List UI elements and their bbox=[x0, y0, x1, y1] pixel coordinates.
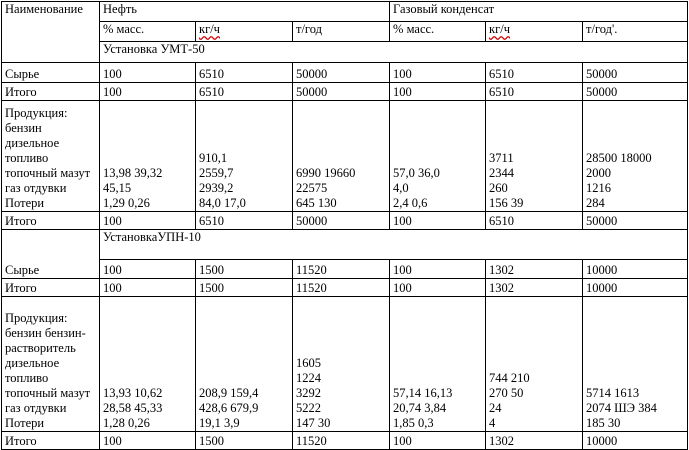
spacer-cell bbox=[2, 230, 100, 260]
table-cell: 208,9 159,4 428,6 679,9 19,1 3,9 bbox=[196, 297, 293, 432]
unit-gas-pct: % масс. bbox=[390, 22, 486, 42]
table-row bbox=[2, 432, 688, 450]
header-gas-cell: Газовый конденсат bbox=[390, 2, 688, 22]
table-cell: 6510 bbox=[196, 83, 293, 101]
unit-oil-kgh: кг/ч bbox=[196, 22, 293, 42]
table-cell: 100 bbox=[100, 212, 196, 230]
table-cell: 744 210 270 50 24 4 bbox=[486, 297, 583, 432]
table-cell: 6990 19660 22575 645 130 bbox=[293, 101, 390, 212]
table-cell: 1500 bbox=[196, 260, 293, 279]
row-label: Сырье bbox=[2, 63, 100, 83]
table-cell: 1302 bbox=[486, 260, 583, 279]
row-label: Итого bbox=[2, 212, 100, 230]
products-label: Продукция: бензин бензин- растворитель дизельное топливо топочный мазут газ отдувки Потери bbox=[2, 297, 100, 432]
table-row bbox=[2, 260, 688, 279]
table-cell: 100 bbox=[100, 63, 196, 83]
table-cell: 50000 bbox=[293, 63, 390, 83]
table-cell: 100 bbox=[390, 212, 486, 230]
section-title: Установка УМТ-50 bbox=[100, 42, 688, 63]
table-cell: 10000 bbox=[583, 279, 688, 297]
table-cell: 6510 bbox=[486, 83, 583, 101]
table-cell: 1500 bbox=[196, 432, 293, 450]
table-cell: 13,93 10,62 28,58 45,33 1,28 0,26 bbox=[100, 297, 196, 432]
table-cell: 57,14 16,13 20,74 3,84 1,85 0,3 bbox=[390, 297, 486, 432]
table-cell: 3711 2344 260 156 39 bbox=[486, 101, 583, 212]
unit-oil-ty: т/год bbox=[293, 22, 390, 42]
section-title: УстановкаУПН-10 bbox=[100, 230, 688, 260]
table-cell: 50000 bbox=[583, 63, 688, 83]
table-cell: 50000 bbox=[583, 212, 688, 230]
table-cell: 910,1 2559,7 2939,2 84,0 17,0 bbox=[196, 101, 293, 212]
table-row bbox=[2, 279, 688, 297]
table-cell: 50000 bbox=[583, 83, 688, 101]
table-cell: 57,0 36,0 4,0 2,4 0,6 bbox=[390, 101, 486, 212]
table-cell: 1605 1224 3292 5222 147 30 bbox=[293, 297, 390, 432]
row-label: Сырье bbox=[2, 260, 100, 279]
table-cell: 6510 bbox=[486, 63, 583, 83]
table-cell: 100 bbox=[390, 83, 486, 101]
table-cell: 1302 bbox=[486, 432, 583, 450]
table-cell: 5714 1613 2074 ШЭ 384 185 30 bbox=[583, 297, 688, 432]
unit-oil-pct: % масс. bbox=[100, 22, 196, 42]
table-cell: 100 bbox=[100, 432, 196, 450]
table-cell: 6510 bbox=[486, 212, 583, 230]
row-label: Итого bbox=[2, 432, 100, 450]
table-cell: 1302 bbox=[486, 279, 583, 297]
header-name-cell: Наименование bbox=[2, 2, 100, 63]
row-label: Итого bbox=[2, 83, 100, 101]
process-table bbox=[1, 1, 688, 450]
table-cell: 100 bbox=[390, 260, 486, 279]
table-cell: 6510 bbox=[196, 63, 293, 83]
table-cell: 100 bbox=[100, 83, 196, 101]
unit-gas-kgh: кг/ч bbox=[486, 22, 583, 42]
table-cell: 100 bbox=[100, 279, 196, 297]
table-row bbox=[2, 83, 688, 101]
table-cell: 11520 bbox=[293, 432, 390, 450]
products-label: Продукция: бензин дизельное топливо топочный мазут газ отдувки Потери bbox=[2, 101, 100, 212]
table-cell: 1500 bbox=[196, 279, 293, 297]
table-row bbox=[2, 101, 688, 212]
table-cell: 100 bbox=[100, 260, 196, 279]
table-row bbox=[2, 63, 688, 83]
table-cell: 28500 18000 2000 1216 284 bbox=[583, 101, 688, 212]
header-oil-cell: Нефть bbox=[100, 2, 390, 22]
table-cell: 6510 bbox=[196, 212, 293, 230]
table-cell: 50000 bbox=[293, 83, 390, 101]
table-cell: 11520 bbox=[293, 279, 390, 297]
table-cell: 100 bbox=[390, 432, 486, 450]
row-label: Итого bbox=[2, 279, 100, 297]
table-cell: 50000 bbox=[293, 212, 390, 230]
unit-gas-ty: т/год'. bbox=[583, 22, 688, 42]
table-cell: 100 bbox=[390, 279, 486, 297]
table-cell: 10000 bbox=[583, 260, 688, 279]
table-cell: 100 bbox=[390, 63, 486, 83]
table-cell: 13,98 39,32 45,15 1,29 0,26 bbox=[100, 101, 196, 212]
table-cell: 10000 bbox=[583, 432, 688, 450]
table-cell: 11520 bbox=[293, 260, 390, 279]
table-row bbox=[2, 212, 688, 230]
table-row bbox=[2, 297, 688, 432]
